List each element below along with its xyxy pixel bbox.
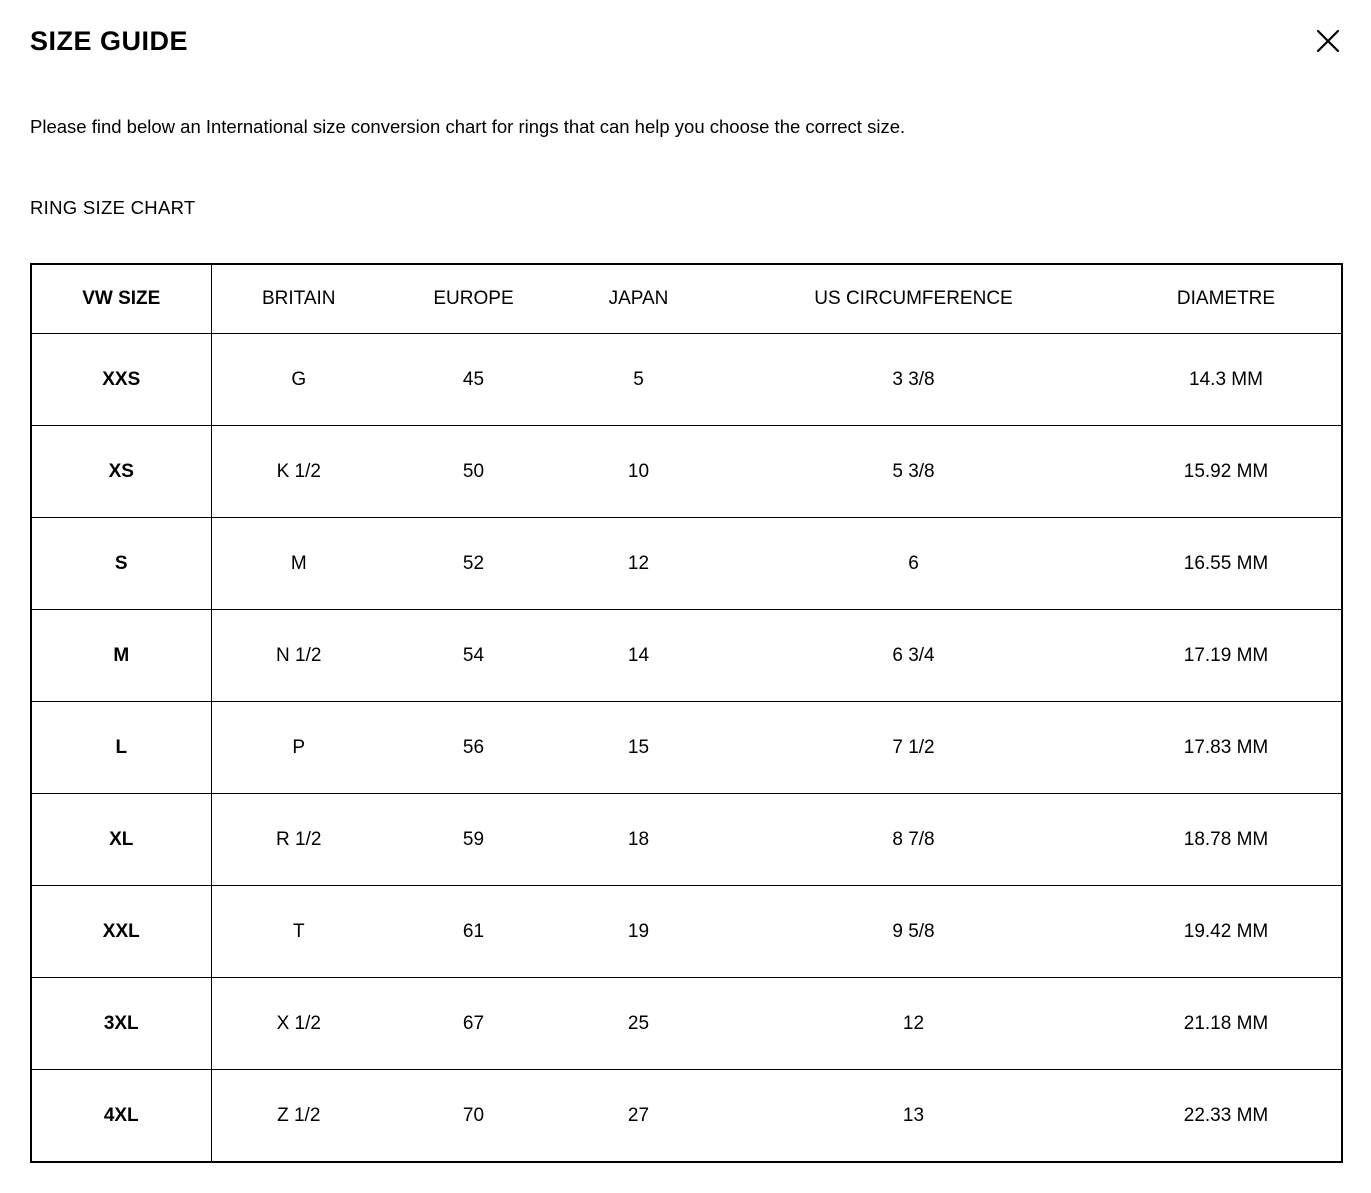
cell-us-circumference: 12 bbox=[716, 978, 1111, 1070]
table-row bbox=[31, 426, 1342, 518]
cell-diametre: 18.78 MM bbox=[1111, 794, 1342, 886]
table-row bbox=[31, 794, 1342, 886]
cell-britain: R 1/2 bbox=[211, 794, 386, 886]
cell-europe: 54 bbox=[386, 610, 561, 702]
cell-us-circumference: 6 3/4 bbox=[716, 610, 1111, 702]
cell-britain: M bbox=[211, 518, 386, 610]
cell-europe: 52 bbox=[386, 518, 561, 610]
cell-diametre: 16.55 MM bbox=[1111, 518, 1342, 610]
cell-japan: 15 bbox=[561, 702, 716, 794]
header-vw-size: VW SIZE bbox=[31, 264, 211, 334]
cell-us-circumference: 8 7/8 bbox=[716, 794, 1111, 886]
cell-japan: 18 bbox=[561, 794, 716, 886]
header-europe: EUROPE bbox=[386, 264, 561, 334]
cell-britain: N 1/2 bbox=[211, 610, 386, 702]
cell-japan: 27 bbox=[627, 1104, 650, 1126]
header-diametre: DIAMETRE bbox=[1111, 264, 1342, 334]
cell-us-circumference: 3 3/8 bbox=[716, 334, 1111, 426]
cell-diametre: 19.42 MM bbox=[1111, 886, 1342, 978]
ring-size-table bbox=[30, 263, 1343, 1163]
cell-vw-size: 4XL bbox=[31, 1070, 211, 1162]
table-row bbox=[31, 518, 1342, 610]
cell-britain: T bbox=[211, 886, 386, 978]
cell-britain: P bbox=[211, 702, 386, 794]
cell-vw-size: XS bbox=[31, 426, 211, 518]
table-row bbox=[31, 610, 1342, 702]
cell-europe: 45 bbox=[386, 334, 561, 426]
cell-diametre: 22.33 MM bbox=[1183, 1104, 1269, 1126]
table-row bbox=[31, 978, 1342, 1070]
cell-britain: Z 1/2 bbox=[277, 1104, 321, 1126]
cell-vw-size: XXL bbox=[31, 886, 211, 978]
cell-us-circumference: 5 3/8 bbox=[716, 426, 1111, 518]
close-button[interactable] bbox=[1309, 22, 1347, 60]
cell-europe: 56 bbox=[386, 702, 561, 794]
table-row bbox=[31, 334, 1342, 426]
header-britain: BRITAIN bbox=[211, 264, 386, 334]
table-header-row bbox=[31, 264, 1342, 334]
cell-vw-size: 3XL bbox=[31, 978, 211, 1070]
cell-vw-size: S bbox=[31, 518, 211, 610]
cell-japan: 10 bbox=[561, 426, 716, 518]
cell-japan: 19 bbox=[561, 886, 716, 978]
cell-britain: K 1/2 bbox=[211, 426, 386, 518]
cell-us-circumference: 6 bbox=[716, 518, 1111, 610]
cell-us-circumference: 7 1/2 bbox=[716, 702, 1111, 794]
table-row bbox=[31, 702, 1342, 794]
intro-text: Please find below an International size conversion chart for rings that can help you choose the correct size. bbox=[30, 116, 906, 137]
table-row bbox=[31, 886, 1342, 978]
cell-britain: X 1/2 bbox=[211, 978, 386, 1070]
cell-us-circumference: 13 bbox=[902, 1104, 925, 1126]
close-icon bbox=[1315, 28, 1341, 54]
cell-japan: 14 bbox=[561, 610, 716, 702]
cell-britain: G bbox=[211, 334, 386, 426]
cell-vw-size: XL bbox=[31, 794, 211, 886]
cell-us-circumference: 9 5/8 bbox=[716, 886, 1111, 978]
section-label: RING SIZE CHART bbox=[30, 196, 196, 218]
cell-europe: 61 bbox=[386, 886, 561, 978]
modal-title: SIZE GUIDE bbox=[30, 26, 189, 56]
cell-vw-size: M bbox=[31, 610, 211, 702]
cell-europe: 70 bbox=[462, 1104, 485, 1126]
table-row bbox=[31, 1070, 1342, 1162]
cell-diametre: 17.83 MM bbox=[1111, 702, 1342, 794]
cell-diametre: 17.19 MM bbox=[1111, 610, 1342, 702]
cell-japan: 5 bbox=[561, 334, 716, 426]
cell-diametre: 21.18 MM bbox=[1111, 978, 1342, 1070]
cell-europe: 50 bbox=[386, 426, 561, 518]
header-japan: JAPAN bbox=[561, 264, 716, 334]
cell-japan: 25 bbox=[561, 978, 716, 1070]
header-us-circumference: US CIRCUMFERENCE bbox=[716, 264, 1111, 334]
cell-japan: 12 bbox=[561, 518, 716, 610]
cell-vw-size: L bbox=[31, 702, 211, 794]
cell-europe: 59 bbox=[386, 794, 561, 886]
cell-vw-size: XXS bbox=[31, 334, 211, 426]
cell-europe: 67 bbox=[386, 978, 561, 1070]
cell-diametre: 15.92 MM bbox=[1111, 426, 1342, 518]
cell-diametre: 14.3 MM bbox=[1111, 334, 1342, 426]
